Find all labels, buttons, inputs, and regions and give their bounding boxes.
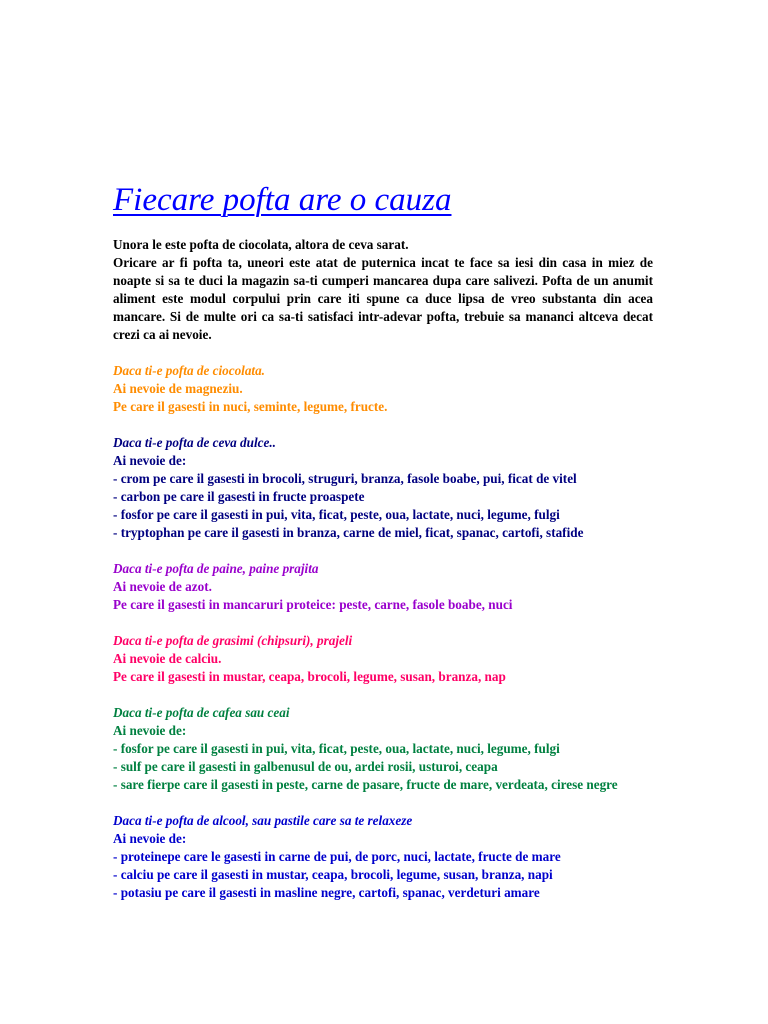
section-heading: Daca ti-e pofta de alcool, sau pastile care sa te relaxeze: [113, 813, 413, 828]
section-line: Ai nevoie de magneziu.: [113, 381, 243, 396]
section-line: Ai nevoie de:: [113, 831, 187, 846]
section-grasimi: [113, 632, 653, 686]
section-line: Ai nevoie de:: [113, 723, 187, 738]
section-alcool: [113, 812, 653, 902]
section-line: - crom pe care il gasesti in brocoli, struguri, branza, fasole boabe, pui, ficat de vitel: [113, 471, 577, 486]
section-paine: [113, 560, 653, 614]
section-line: - calciu pe care il gasesti in mustar, ceapa, brocoli, legume, susan, branza, napi: [113, 867, 553, 882]
section-line: - fosfor pe care il gasesti in pui, vita, ficat, peste, oua, lactate, nuci, legume, fulgi: [113, 507, 560, 522]
section-line: - potasiu pe care il gasesti in masline negre, cartofi, spanac, verdeturi amare: [113, 885, 540, 900]
section-heading: Daca ti-e pofta de ceva dulce..: [113, 435, 276, 450]
section-line: Ai nevoie de calciu.: [113, 651, 222, 666]
section-line: - sare fierpe care il gasesti in peste, carne de pasare, fructe de mare, verdeata, cirese negre: [113, 777, 618, 792]
section-line: - tryptophan pe care il gasesti in branza, carne de miel, ficat, spanac, cartofi, stafide: [113, 525, 584, 540]
section-line: - carbon pe care il gasesti in fructe proaspete: [113, 489, 365, 504]
section-cafea: [113, 704, 653, 794]
section-heading: Daca ti-e pofta de cafea sau ceai: [113, 705, 290, 720]
section-heading: Daca ti-e pofta de grasimi (chipsuri), prajeli: [113, 633, 353, 648]
section-line: - fosfor pe care il gasesti in pui, vita, ficat, peste, oua, lactate, nuci, legume, fulgi: [113, 741, 560, 756]
section-heading: Daca ti-e pofta de ciocolata.: [113, 363, 265, 378]
section-ciocolata: [113, 362, 653, 416]
section-line: Pe care il gasesti in mancaruri proteice: peste, carne, fasole boabe, nuci: [113, 597, 513, 612]
section-line: Ai nevoie de azot.: [113, 579, 212, 594]
intro-paragraph: [113, 236, 653, 344]
intro-line: Unora le este pofta de ciocolata, altora de ceva sarat.: [113, 237, 409, 252]
section-line: Ai nevoie de:: [113, 453, 187, 468]
section-heading: Daca ti-e pofta de paine, paine prajita: [113, 561, 319, 576]
section-line: - proteinepe care le gasesti in carne de pui, de porc, nuci, lactate, fructe de mare: [113, 849, 561, 864]
document-title: Fiecare pofta are o cauza: [113, 182, 452, 218]
section-line: Pe care il gasesti in mustar, ceapa, brocoli, legume, susan, branza, nap: [113, 669, 506, 684]
section-line: - sulf pe care il gasesti in galbenusul de ou, ardei rosii, usturoi, ceapa: [113, 759, 498, 774]
document-page: [113, 178, 653, 902]
section-line: Pe care il gasesti in nuci, seminte, legume, fructe.: [113, 399, 388, 414]
section-dulce: [113, 434, 653, 542]
intro-line: Oricare ar fi pofta ta, uneori este atat de puternica incat te face sa iesi din casa in miez de noapte si sa te duci la magazin sa-ti cumperi mancarea dupa care salivezi. Pofta de un anumit aliment este modul corpului prin care iti spune ca duce lipsa de vreo substanta din acea mancare. Si de multe ori ca sa-ti satisfaci intr-adevar pofta, trebuie sa mananci altceva decat crezi ca ai nevoie.: [113, 255, 653, 342]
